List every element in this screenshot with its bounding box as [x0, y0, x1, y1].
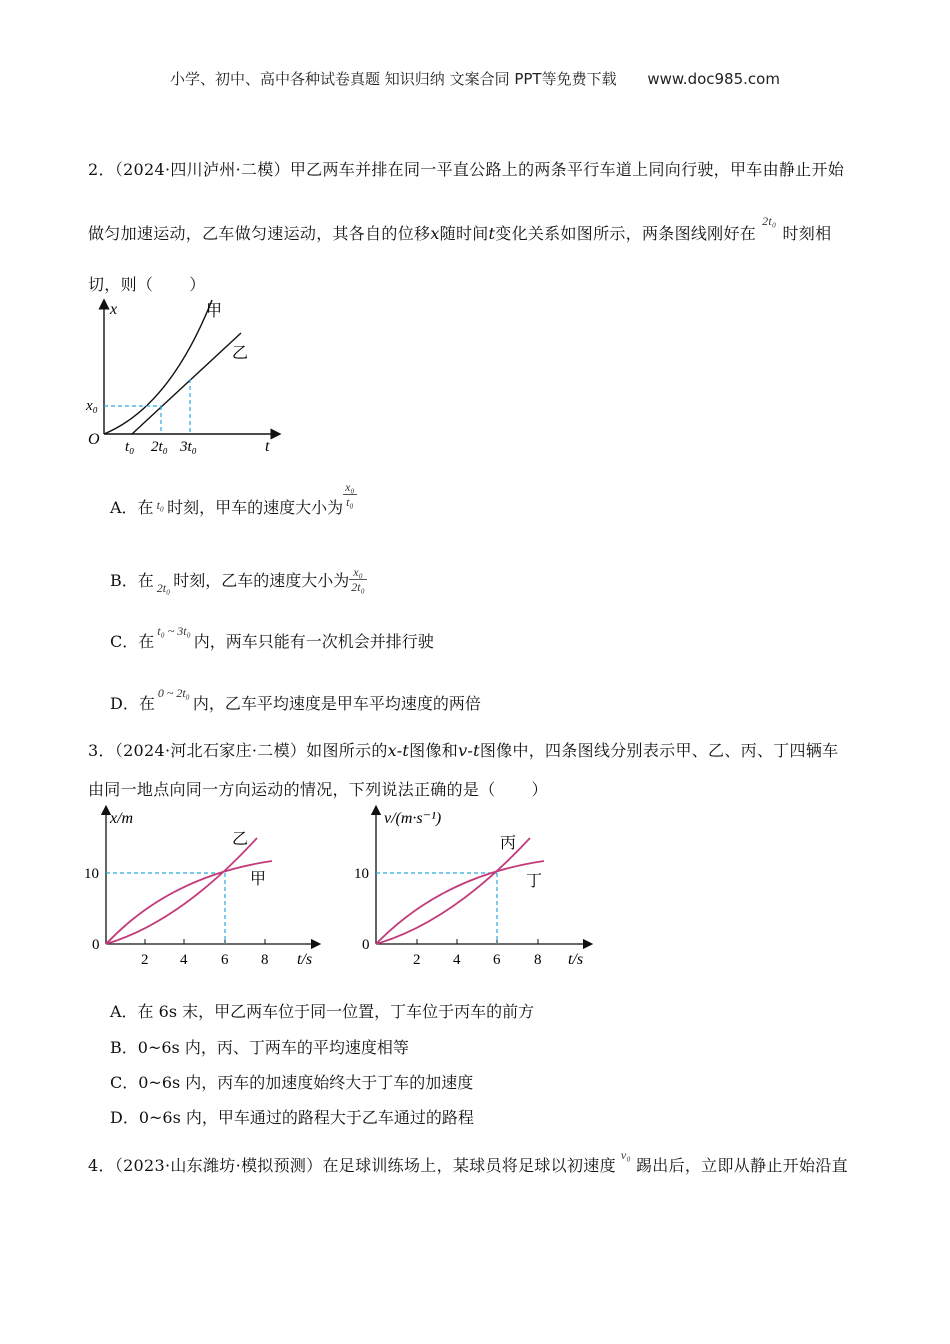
- q3-line1: 3．（2024·河北石家庄·二模）如图所示的x-t图像和v-t图像中，四条图线分别表示甲、乙、丙、丁四辆车: [88, 741, 839, 760]
- vt-x-label: t/s: [568, 951, 584, 968]
- q4-line1: 4．（2023·山东潍坊·模拟预测）在足球训练场上，某球员将足球以初速度$^{v_0}$踢出后，立即从静止开始沿直: [88, 1148, 848, 1175]
- q2-label-yi: 乙: [232, 345, 249, 362]
- q2-line-yi: [132, 333, 241, 434]
- q2-y-label: x: [110, 301, 118, 318]
- vt-zero: 0: [362, 937, 370, 953]
- q3-line2: 由同一地点向同一方向运动的情况，下列说法正确的是（ ）: [88, 780, 548, 799]
- page-header: [0, 68, 950, 89]
- svg-text:4: 4: [453, 952, 461, 968]
- vt-y-label: v/(m·s⁻¹): [384, 810, 442, 827]
- q2-option-b[interactable]: B．在 $_{2t_0}$ 时刻，乙车的速度大小为 $\frac{\text{x₀}}{\text{2t₀}}$: [110, 565, 365, 595]
- q2-line2: 做匀加速运动，乙车做匀速运动，其各自的位移x随时间t变化关系如图所示，两条图线刚好在$^{2t_0}$时刻相: [88, 214, 832, 243]
- q3-option-d[interactable]: D．0~6s 内，甲车通过的路程大于乙车通过的路程: [110, 1108, 474, 1127]
- q2-option-d[interactable]: D．在$^{0 \sim 2t_0}$内，乙车平均速度是甲车平均速度的两倍: [110, 686, 481, 713]
- q2-tick-3t0: 3t₀: [180, 439, 197, 455]
- q2-x0-label: x₀: [86, 398, 98, 414]
- q2-origin: O: [88, 431, 100, 448]
- svg-text:8: 8: [534, 952, 542, 968]
- q3-option-b[interactable]: B．0~6s 内，丙、丁两车的平均速度相等: [110, 1038, 409, 1057]
- vt-label-ding: 丁: [526, 873, 543, 890]
- svg-text:4: 4: [180, 952, 188, 968]
- vt-10: 10: [354, 866, 369, 882]
- xt-zero: 0: [92, 937, 100, 953]
- vt-curve-bing: [376, 838, 530, 944]
- q3-xt-graph: [84, 802, 324, 972]
- xt-10: 10: [84, 866, 99, 882]
- svg-text:8: 8: [261, 952, 269, 968]
- q2-option-a[interactable]: A．在 $^{t_0}$ 时刻，甲车的速度大小为 $\frac{\text{x₀}}{\text{t₀}}$: [110, 480, 355, 517]
- q4-v0-sup: v₀: [620, 1148, 631, 1162]
- q3-vt-graph: [352, 802, 596, 972]
- xt-curve-yi: [106, 838, 257, 944]
- q2-tick-t0: t₀: [125, 439, 135, 455]
- header-site-link[interactable]: www.doc985.com: [647, 70, 780, 88]
- q2-line1: 2．（2024·四川泸州·二模）甲乙两车并排在同一平直公路上的两条平行车道上同向行驶，甲车由静止开始: [88, 160, 845, 179]
- q2-curve-jia: [104, 300, 212, 434]
- vt-label-bing: 丙: [500, 835, 517, 852]
- q2-label-jia: 甲: [206, 303, 223, 320]
- xt-label-yi: 乙: [232, 831, 249, 848]
- q2-option-c[interactable]: C．在$^{t_0 \sim 3t_0}$内，两车只能有一次机会并排行驶: [110, 624, 434, 651]
- header-text: 小学、初中、高中各种试卷真题 知识归纳 文案合同 PPT等免费下载: [170, 70, 617, 88]
- q3-option-a[interactable]: A．在 6s 末，甲乙两车位于同一位置，丁车位于丙车的前方: [110, 1002, 535, 1021]
- xt-x-label: t/s: [297, 951, 313, 968]
- svg-text:6: 6: [493, 952, 501, 968]
- q2-line3: 切，则（ ）: [88, 275, 206, 294]
- q2-2t0-sup: 2t₀: [762, 214, 777, 228]
- xt-y-label: x/m: [110, 810, 134, 827]
- q2-graph: [80, 292, 285, 462]
- q2-x-label: t: [265, 438, 270, 455]
- q3-option-c[interactable]: C．0~6s 内，丙车的加速度始终大于丁车的加速度: [110, 1073, 474, 1092]
- svg-text:2: 2: [413, 952, 421, 968]
- svg-text:2: 2: [141, 952, 149, 968]
- svg-text:6: 6: [221, 952, 229, 968]
- q2-tick-2t0: 2t₀: [151, 439, 168, 455]
- xt-label-jia: 甲: [250, 871, 267, 888]
